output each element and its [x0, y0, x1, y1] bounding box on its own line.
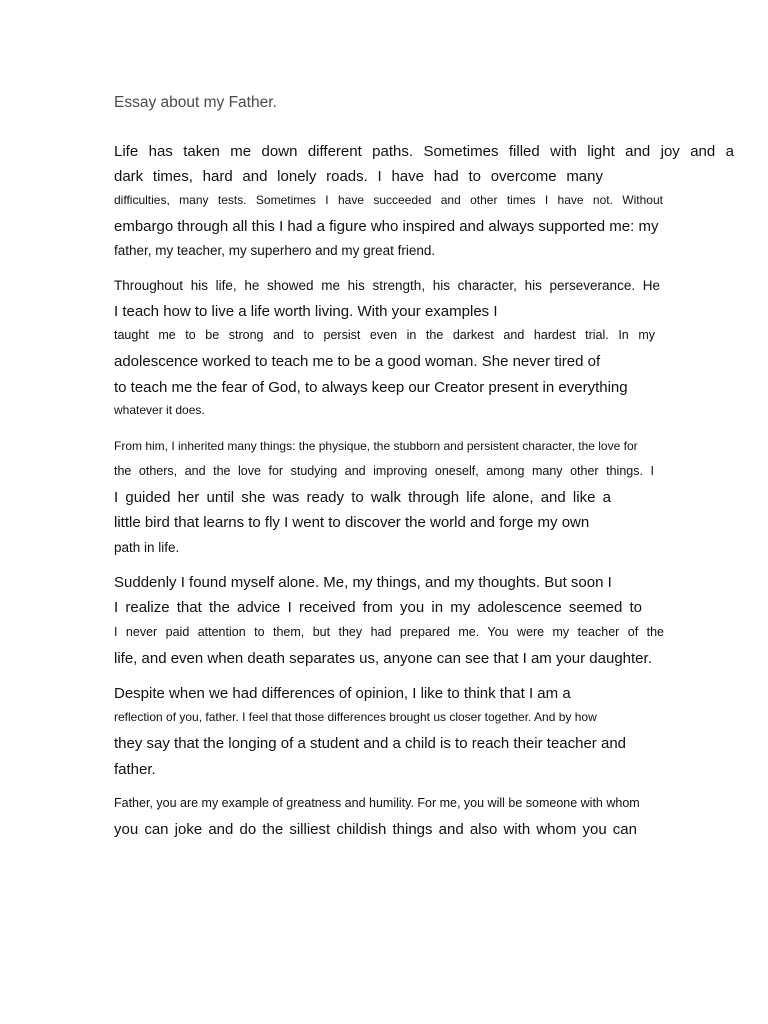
text-line: I teach how to live a life worth living. With your examples I	[114, 303, 498, 320]
text-line: they say that the longing of a student and a child is to reach their teacher and	[114, 735, 626, 752]
text-line: I realize that the advice I received from you in my adolescence seemed to	[114, 599, 642, 616]
text-line: difficulties, many tests. Sometimes I have succeeded and other times I have not. Without	[114, 193, 663, 207]
text-line: Throughout his life, he showed me his strength, his character, his perseverance. He	[114, 278, 660, 293]
text-line: adolescence worked to teach me to be a good woman. She never tired of	[114, 353, 601, 370]
text-line: reflection of you, father. I feel that those differences brought us closer together. And by how	[114, 710, 597, 724]
text-line: father, my teacher, my superhero and my great friend.	[114, 243, 436, 258]
text-line: Life has taken me down different paths. Sometimes filled with light and joy and a	[114, 143, 734, 160]
text-line: taught me to be strong and to persist even in the darkest and hardest trial. In my	[114, 328, 655, 342]
text-line: little bird that learns to fly I went to discover the world and forge my own	[114, 514, 590, 531]
text-line: the others, and the love for studying and improving oneself, among many other things. I	[114, 464, 654, 478]
text-line: dark times, hard and lonely roads. I have had to overcome many	[114, 168, 603, 185]
text-line: Despite when we had differences of opinion, I like to think that I am a	[114, 685, 571, 702]
text-line: path in life.	[114, 540, 180, 555]
text-line: whatever it does.	[114, 403, 205, 417]
document-title: Essay about my Father.	[114, 94, 277, 111]
text-line: Suddenly I found myself alone. Me, my things, and my thoughts. But soon I	[114, 574, 612, 591]
text-line: embargo through all this I had a figure who inspired and always supported me: my	[114, 218, 659, 235]
text-line: you can joke and do the silliest childish things and also with whom you can	[114, 821, 637, 838]
text-line: Father, you are my example of greatness and humility. For me, you will be someone with whom	[114, 796, 640, 810]
text-line: to teach me the fear of God, to always keep our Creator present in everything	[114, 379, 628, 396]
text-line: From him, I inherited many things: the physique, the stubborn and persistent character, the love for	[114, 439, 638, 453]
text-line: I guided her until she was ready to walk through life alone, and like a	[114, 489, 611, 506]
text-line: father.	[114, 761, 156, 778]
text-line: life, and even when death separates us, anyone can see that I am your daughter.	[114, 650, 652, 667]
text-line: I never paid attention to them, but they had prepared me. You were my teacher of the	[114, 625, 664, 639]
